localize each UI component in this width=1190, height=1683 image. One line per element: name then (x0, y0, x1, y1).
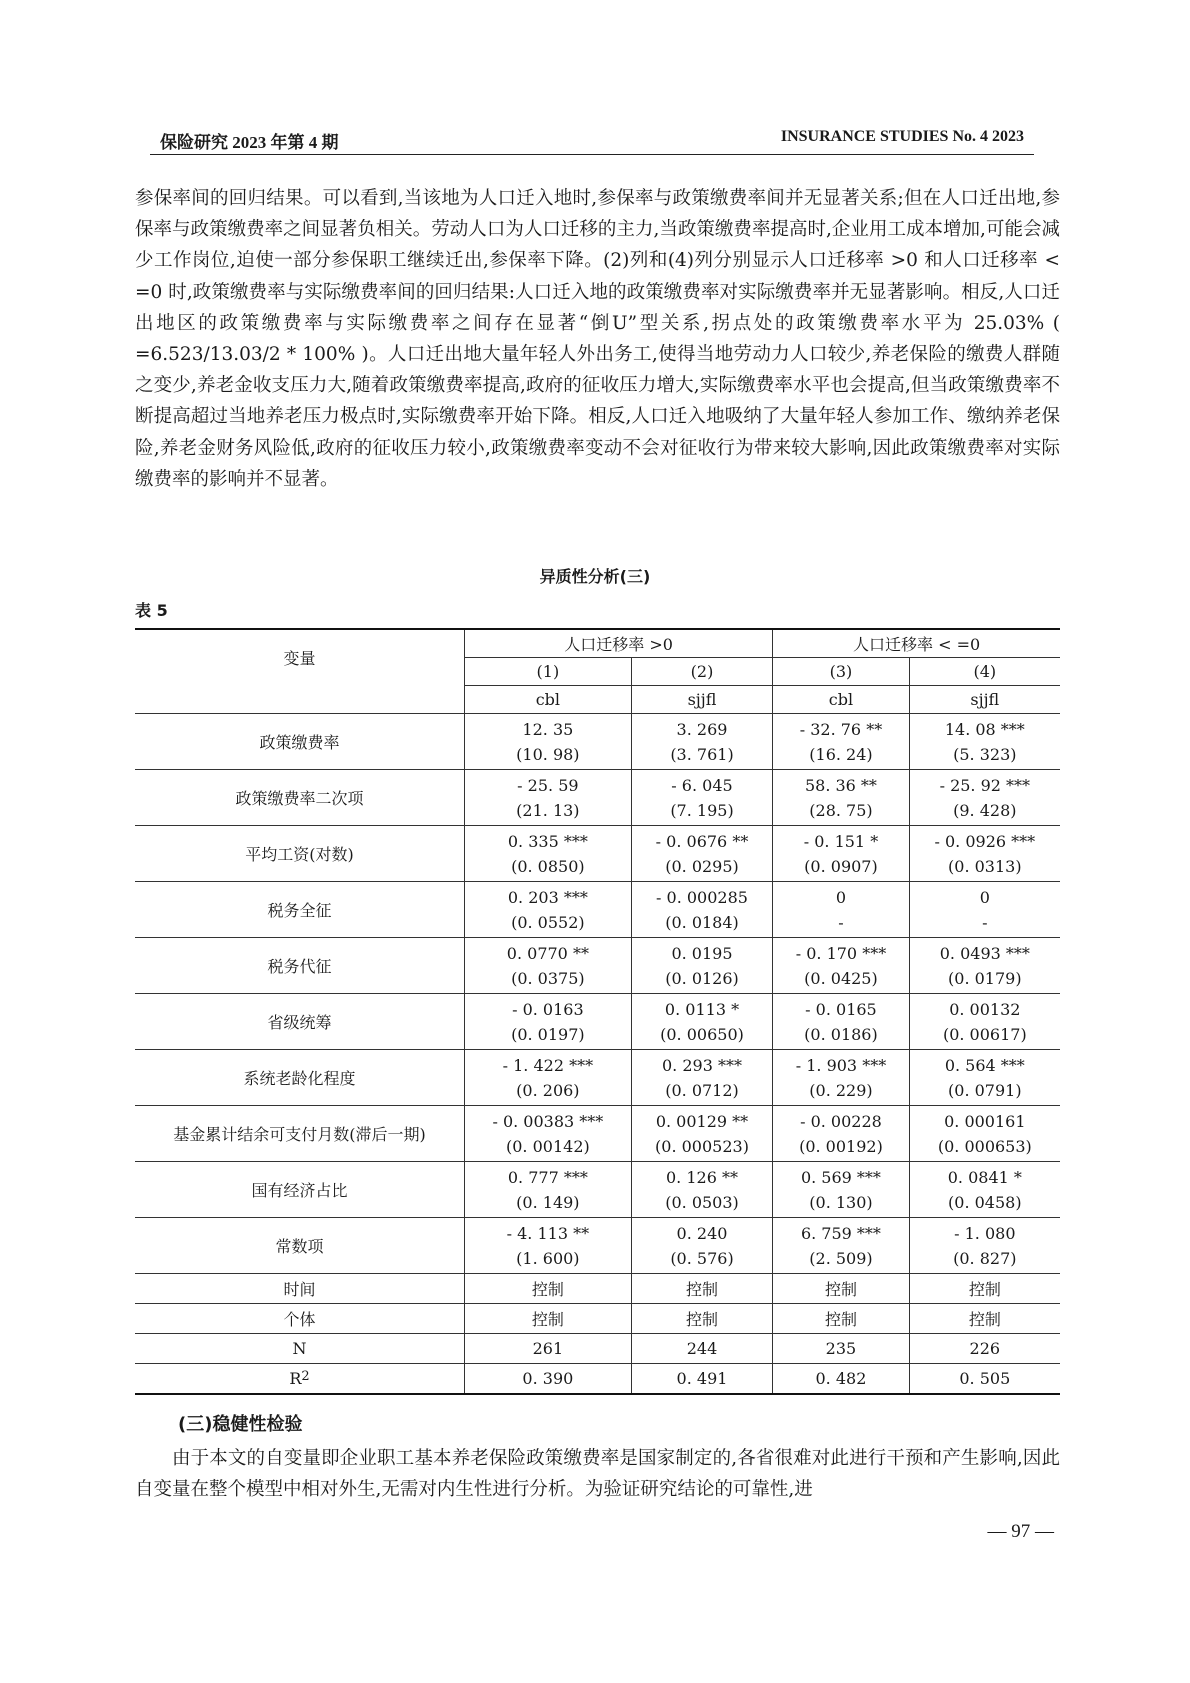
coef-cell (773, 994, 909, 1050)
std-error: (0. 000653) (937, 1136, 1032, 1156)
row-label: 国有经济占比 (135, 1162, 465, 1218)
table-row (135, 938, 1060, 994)
coef-cell (909, 1106, 1060, 1162)
coefficient: - 0. 151 * (803, 831, 879, 851)
coef-cell (465, 1050, 632, 1106)
coefficient: 0. 00132 (949, 999, 1021, 1019)
coefficient: - 0. 0676 ** (655, 831, 749, 851)
table-row (135, 1162, 1060, 1218)
std-error: - (982, 912, 988, 932)
coefficient: 6. 759 *** (800, 1223, 881, 1243)
coef-cell (773, 770, 909, 826)
row-label: 省级统筹 (135, 994, 465, 1050)
std-error: (0. 0184) (665, 912, 739, 932)
value-cell: 261 (465, 1334, 632, 1364)
std-error: (0. 00650) (660, 1024, 744, 1044)
journal-title-en: INSURANCE STUDIES No. 4 2023 (780, 128, 1024, 145)
std-error: - (838, 912, 844, 932)
std-error: (0. 149) (516, 1192, 580, 1212)
coef-cell (909, 1050, 1060, 1106)
col-var: sjjfl (631, 686, 773, 714)
coef-cell (465, 1162, 632, 1218)
coefficient: 3. 269 (676, 719, 728, 739)
row-label: 平均工资(对数) (135, 826, 465, 882)
coef-cell (909, 1162, 1060, 1218)
page-number: — 97 — (987, 1521, 1054, 1542)
row-label: 税务代征 (135, 938, 465, 994)
coef-cell (773, 1162, 909, 1218)
coefficient: 0. 569 *** (800, 1167, 881, 1187)
coefficient: - 0. 000285 (656, 887, 748, 907)
row-label: N (135, 1334, 465, 1364)
std-error: (3. 761) (670, 744, 734, 764)
row-label: 常数项 (135, 1218, 465, 1274)
coefficient: 0. 240 (676, 1223, 728, 1243)
coef-cell (631, 882, 773, 938)
std-error: (0. 00142) (506, 1136, 590, 1156)
coefficient: 0. 335 *** (507, 831, 588, 851)
value-cell: 控制 (465, 1304, 632, 1334)
table-header-row-3 (135, 686, 1060, 714)
col-num: (4) (909, 658, 1060, 686)
value-cell: 控制 (909, 1304, 1060, 1334)
coef-cell (773, 1050, 909, 1106)
std-error: (0. 0552) (511, 912, 585, 932)
std-error: (7. 195) (670, 800, 734, 820)
coef-cell (909, 826, 1060, 882)
coef-cell (465, 938, 632, 994)
std-error: (0. 576) (670, 1248, 734, 1268)
coefficient: 0 (835, 887, 847, 907)
section-heading: (三)稳健性检验 (178, 1414, 303, 1435)
coef-cell (773, 882, 909, 938)
value-cell: 控制 (773, 1274, 909, 1304)
table-row (135, 1218, 1060, 1274)
std-error: (9. 428) (953, 800, 1017, 820)
body-paragraph-2: 由于本文的自变量即企业职工基本养老保险政策缴费率是国家制定的,各省很难对此进行干预和产生影响,因此自变量在整个模型中相对外生,无需对内生性进行分析。为验证研究结论的可靠性,进 (135, 1448, 1060, 1501)
coef-cell (909, 770, 1060, 826)
std-error: (0. 206) (516, 1080, 580, 1100)
group-header-inflow: 人口迁移率 >0 (465, 629, 773, 658)
col-var: cbl (773, 686, 909, 714)
coefficient: - 1. 422 *** (502, 1055, 594, 1075)
empty-cell (135, 686, 465, 714)
coef-cell (909, 714, 1060, 770)
value-cell: 244 (631, 1334, 773, 1364)
coefficient: 0. 0841 * (947, 1167, 1022, 1187)
regression-table (135, 628, 1060, 1395)
row-label: 政策缴费率二次项 (135, 770, 465, 826)
std-error: (0. 0907) (804, 856, 878, 876)
table-row (135, 1050, 1060, 1106)
col-var: cbl (465, 686, 632, 714)
coef-cell (909, 1218, 1060, 1274)
std-error: (16. 24) (809, 744, 873, 764)
std-error: (0. 0179) (948, 968, 1022, 988)
coef-cell (465, 826, 632, 882)
table-caption: 异质性分析(三) (539, 567, 651, 586)
value-cell: 控制 (631, 1274, 773, 1304)
coef-cell (631, 826, 773, 882)
std-error: (10. 98) (516, 744, 580, 764)
std-error: (0. 0126) (665, 968, 739, 988)
std-error: (1. 600) (516, 1248, 580, 1268)
table-row (135, 714, 1060, 770)
coef-cell (465, 1218, 632, 1274)
std-error: (0. 130) (809, 1192, 873, 1212)
std-error: (0. 0425) (804, 968, 878, 988)
value-cell: 控制 (631, 1304, 773, 1334)
value-cell: 控制 (773, 1304, 909, 1334)
table-row (135, 1334, 1060, 1364)
std-error: (28. 75) (809, 800, 873, 820)
col-num: (1) (465, 658, 632, 686)
coefficient: 0. 0113 * (664, 999, 740, 1019)
coefficient: - 4. 113 ** (506, 1223, 590, 1243)
std-error: (0. 0791) (948, 1080, 1022, 1100)
table-label: 表 5 (135, 601, 168, 620)
coef-cell (631, 994, 773, 1050)
value-cell: 226 (909, 1334, 1060, 1364)
coef-cell (465, 994, 632, 1050)
coef-cell (631, 1050, 773, 1106)
coef-cell (465, 1106, 632, 1162)
coefficient: - 0. 00228 (800, 1111, 882, 1131)
coefficient: 0. 0770 ** (506, 943, 589, 963)
table-row (135, 1304, 1060, 1334)
coefficient: - 0. 0165 (805, 999, 877, 1019)
coefficient: 0. 203 *** (507, 887, 588, 907)
coefficient: 0. 000161 (944, 1111, 1026, 1131)
value-cell: 控制 (909, 1274, 1060, 1304)
value-cell: 0. 491 (631, 1364, 773, 1395)
coefficient: - 0. 170 *** (795, 943, 887, 963)
std-error: (0. 00192) (799, 1136, 883, 1156)
coefficient: - 6. 045 (671, 775, 733, 795)
std-error: (0. 0850) (511, 856, 585, 876)
group-header-outflow: 人口迁移率 < =0 (773, 629, 1060, 658)
std-error: (0. 0295) (665, 856, 739, 876)
coefficient: 0 (979, 887, 990, 907)
value-cell: 0. 482 (773, 1364, 909, 1395)
coefficient: - 25. 92 *** (939, 775, 1031, 795)
coefficient: 0. 777 *** (507, 1167, 588, 1187)
std-error: (21. 13) (516, 800, 580, 820)
coefficient: - 1. 903 *** (795, 1055, 887, 1075)
body-paragraph-1: 参保率间的回归结果。可以看到,当该地为人口迁入地时,参保率与政策缴费率间并无显著关系;但在人口迁出地,参保率与政策缴费率之间显著负相关。劳动人口为人口迁移的主力,当政策缴费率提高时,企业用工成本增加,可能会减少工作岗位,迫使一部分参保职工继续迁出,参保率下降。(2)列和(4)列分别显示人口迁移率 >0 和人口迁移率 < =0 时,政策缴费率与实际缴费率间的回归结果:人口迁入地的政策缴费率对实际缴费率并无显著影响。相反,人口迁出地区的政策缴费率与实际缴费率之间存在显著“倒U”型关系,拐点处的政策缴费率水平为 25.03% ( =6.523/13.03/2 * 100% )。人口迁出地大量年轻人外出务工,使得当地劳动力人口较少,养老保险的缴费人群随之变少,养老金收支压力大,随着政策缴费率提高,政府的征收压力增大,实际缴费率水平也会提高,但当政策缴费率不断提高超过当地养老压力极点时,实际缴费率开始下降。相反,人口迁入地吸纳了大量年轻人参加工作、缴纳养老保险,养老金财务风险低,政府的征收压力较小,政策缴费率变动不会对征收行为带来较大影响,因此政策缴费率对实际缴费率的影响并不显著。 (135, 188, 1060, 490)
coefficient: 0. 00129 ** (655, 1111, 749, 1131)
coefficient: 0. 126 ** (666, 1167, 738, 1187)
std-error: (0. 0313) (948, 856, 1022, 876)
coefficient: 14. 08 *** (944, 719, 1025, 739)
std-error: (0. 0458) (948, 1192, 1022, 1212)
std-error: (0. 0375) (511, 968, 585, 988)
std-error: (0. 0712) (665, 1080, 739, 1100)
coefficient: - 32. 76 ** (799, 719, 883, 739)
coefficient: - 0. 00383 *** (492, 1111, 604, 1131)
coef-cell (773, 714, 909, 770)
coefficient: - 25. 59 (517, 775, 579, 795)
std-error: (0. 0503) (665, 1192, 739, 1212)
std-error: (0. 827) (953, 1248, 1017, 1268)
row-label: 时间 (135, 1274, 465, 1304)
page-header (150, 128, 1034, 155)
r2-label: R (289, 1369, 302, 1388)
journal-title-cn: 保险研究 2023 年第 4 期 (160, 133, 339, 152)
coef-cell (631, 1106, 773, 1162)
coefficient: - 0. 0163 (512, 999, 584, 1019)
row-label: 基金累计结余可支付月数(滞后一期) (135, 1106, 465, 1162)
row-label: 系统老龄化程度 (135, 1050, 465, 1106)
col-var: sjjfl (970, 690, 1000, 709)
coefficient: 0. 0493 *** (939, 943, 1030, 963)
col-num: (2) (631, 658, 773, 686)
coefficient: 12. 35 (522, 719, 574, 739)
value-cell: 控制 (465, 1274, 632, 1304)
std-error: (0. 00617) (942, 1024, 1027, 1044)
variable-header: 变量 (135, 629, 465, 686)
coef-cell (631, 714, 773, 770)
table-row (135, 826, 1060, 882)
value-cell: 235 (773, 1334, 909, 1364)
coef-cell (909, 938, 1060, 994)
coef-cell (465, 770, 632, 826)
coef-cell (773, 938, 909, 994)
coef-cell (909, 994, 1060, 1050)
coef-cell (631, 938, 773, 994)
coefficient: - 1. 080 (954, 1223, 1016, 1243)
coef-cell (909, 882, 1060, 938)
table-row (135, 1106, 1060, 1162)
table-header-row-1 (135, 629, 1060, 658)
std-error: (2. 509) (809, 1248, 873, 1268)
coef-cell (631, 1218, 773, 1274)
value-cell: 0. 505 (909, 1364, 1060, 1395)
col-num: (3) (773, 658, 909, 686)
coefficient: 0. 0195 (671, 943, 733, 963)
coef-cell (773, 826, 909, 882)
row-label: 个体 (135, 1304, 465, 1334)
coef-cell (773, 1106, 909, 1162)
table-row (135, 770, 1060, 826)
table-row-r2 (135, 1364, 1060, 1395)
coef-cell (631, 770, 773, 826)
coef-cell (631, 1162, 773, 1218)
row-label (135, 1364, 465, 1395)
std-error: (0. 0186) (804, 1024, 878, 1044)
row-label: 政策缴费率 (135, 714, 465, 770)
coef-cell (773, 1218, 909, 1274)
value-cell: 0. 390 (465, 1364, 632, 1395)
std-error: (0. 0197) (511, 1024, 585, 1044)
std-error: (0. 000523) (655, 1136, 749, 1156)
coefficient: 0. 293 *** (662, 1055, 742, 1075)
table-row (135, 1274, 1060, 1304)
coef-cell (465, 882, 632, 938)
std-error: (0. 229) (809, 1080, 873, 1100)
coefficient: 0. 564 *** (944, 1055, 1025, 1075)
row-label: 税务全征 (135, 882, 465, 938)
coefficient: 58. 36 ** (804, 775, 877, 795)
r2-superscript: 2 (301, 1369, 310, 1384)
table-row (135, 994, 1060, 1050)
std-error: (5. 323) (953, 744, 1017, 764)
coefficient: - 0. 0926 *** (934, 831, 1036, 851)
coef-cell (465, 714, 632, 770)
table-row (135, 882, 1060, 938)
